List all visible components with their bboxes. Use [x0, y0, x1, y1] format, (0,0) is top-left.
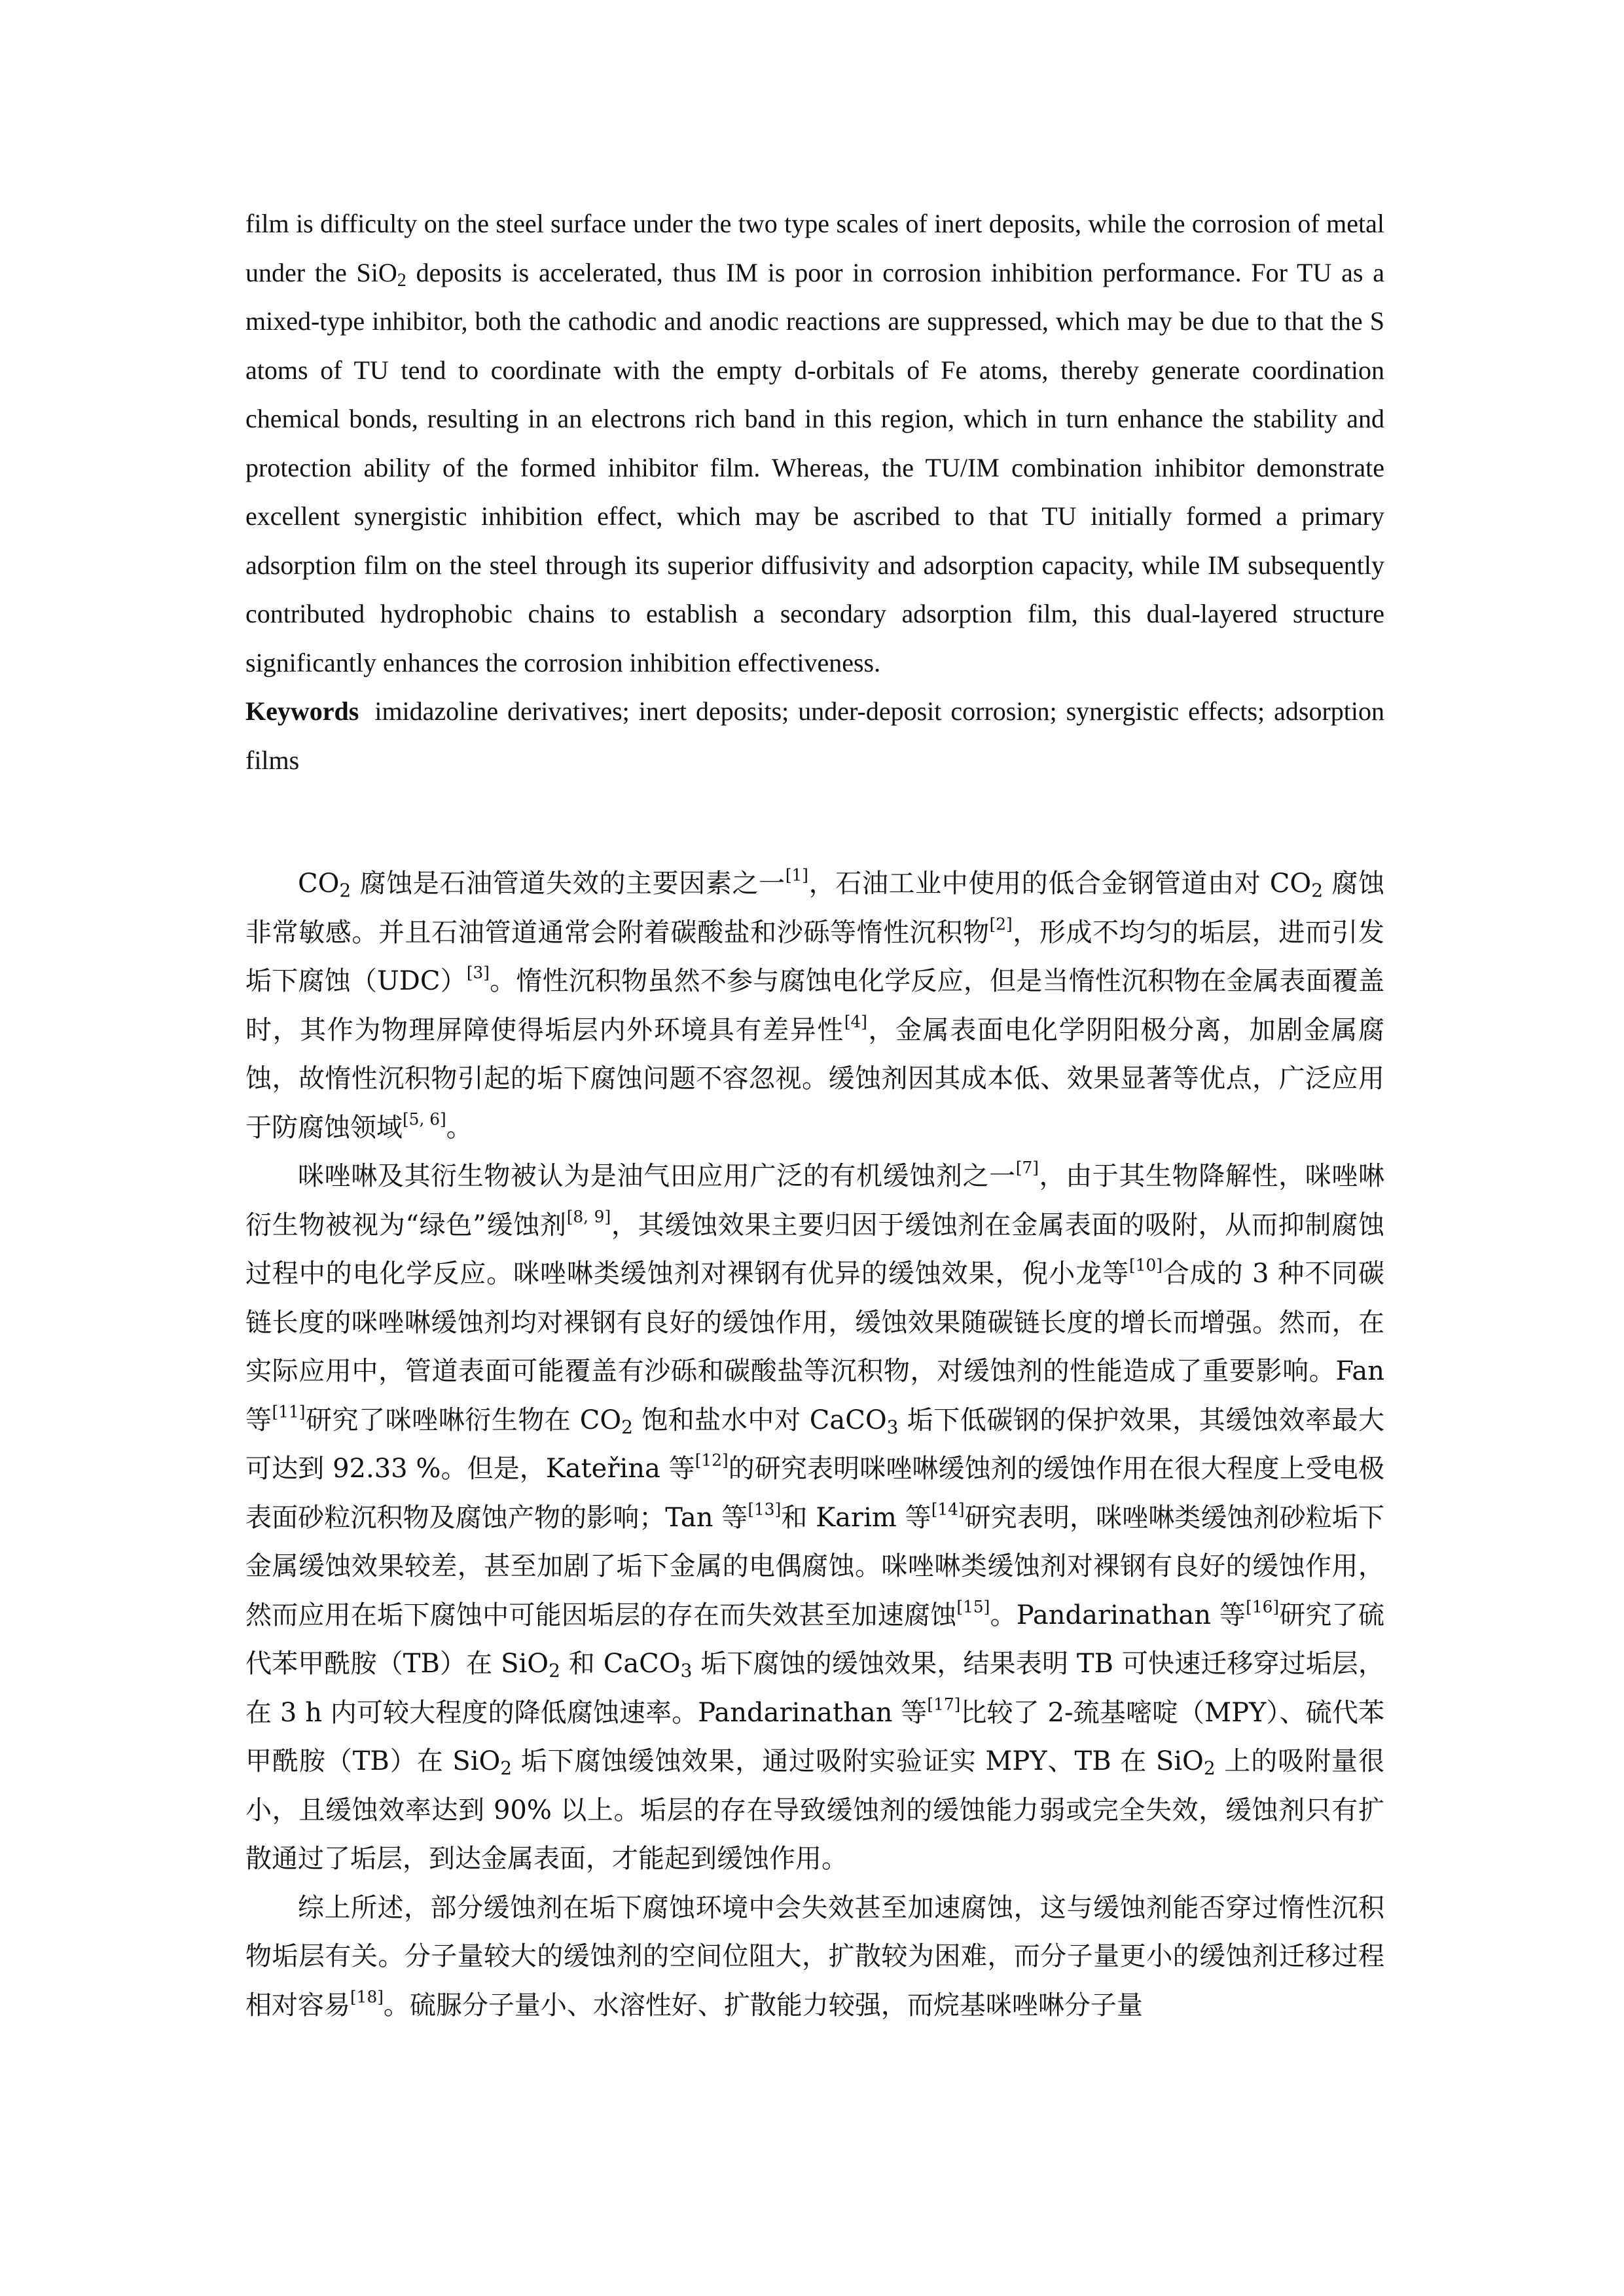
- subscript-2: 2: [1311, 880, 1324, 901]
- paragraph-text: 垢下腐蚀的缓蚀效果，结果表明 TB 可快速迁移穿过垢层，在 3 h 内可较大程度的降低腐蚀速率。Pandarinathan 等: [245, 1649, 1384, 1728]
- sio2-label: SiO: [356, 257, 397, 287]
- abstract-text-2: deposits is accelerated, thus IM is poor in corrosion inhibition performance. For TU as a mixed-type inhibitor, both the cathodic and anodic reactions are suppressed, which may be due to that the S atoms of TU tend to coordinate with the empty d-orbitals of Fe atoms, thereby generate coordination chemical bonds, resulting in an electrons rich band in this region, which in turn enhance the stability and protection ability of the formed inhibitor film. Whereas, the TU/IM combination inhibitor demonstrate excellent synergistic inhibition effect, which may be ascribed to that TU initially formed a primary adsorption film on the steel through its superior diffusivity and adsorption capacity, while IM subsequently contributed hydrophobic chains to establish a secondary adsorption film, this dual-layered structure significantly enhances the corrosion inhibition effectiveness.: [245, 257, 1385, 677]
- citation-ref: [13]: [748, 1499, 782, 1519]
- paragraph-text: 腐蚀是石油管道失效的主要因素之一: [351, 869, 785, 899]
- paragraph-text: 饱和盐水中对 CaCO: [632, 1405, 887, 1435]
- citation-ref: [17]: [927, 1695, 961, 1714]
- paragraph-text: 。硫脲分子量小、水溶性好、扩散能力较强，而烷基咪唑啉分子量: [383, 1990, 1143, 2020]
- paragraph-text: 垢下低碳钢的保护效果，其缓蚀效率最大可达到 92.33 %。但是，Kateřina 等: [245, 1405, 1384, 1484]
- citation-ref: [18]: [350, 1987, 384, 2007]
- paragraph-text: 研究了咪唑啉衍生物在 CO: [305, 1405, 622, 1435]
- subscript-2: 2: [397, 270, 406, 291]
- subscript-2: 2: [621, 1416, 633, 1438]
- paragraph-text: 和 Karim 等: [781, 1502, 931, 1533]
- keywords-line: [245, 687, 1384, 785]
- citation-ref: [10]: [1129, 1255, 1163, 1275]
- paragraph-text: 垢下腐蚀缓蚀效果，通过吸附实验证实 MPY、TB 在 SiO: [512, 1746, 1204, 1776]
- paragraph-text: 比较了 2-巯基嘧啶（MPY）、硫代苯甲酰胺（TB）在 SiO: [245, 1697, 1384, 1776]
- citation-ref: [15]: [956, 1597, 990, 1617]
- citation-ref: [1]: [785, 865, 808, 885]
- subscript-3: 3: [886, 1416, 899, 1438]
- subscript-3: 3: [680, 1660, 693, 1681]
- subscript-2: 2: [339, 880, 352, 901]
- citation-ref: [14]: [931, 1499, 965, 1519]
- paragraph-text: 和 CaCO: [560, 1649, 681, 1679]
- citation-ref: [3]: [466, 963, 490, 982]
- abstract-text-1: film is difficulty on the steel surface under the two type scales of inert deposits, while the corrosion of metal under the: [245, 209, 1384, 287]
- paragraph-text: 。Pandarinathan 等: [990, 1600, 1246, 1630]
- paragraph-text: 的研究表明咪唑啉缓蚀剂的缓蚀作用在很大程度上受电极表面砂粒沉积物及腐蚀产物的影响；Tan 等: [245, 1454, 1384, 1533]
- paragraph-text: 研究了硫代苯甲酰胺（TB）在 SiO: [245, 1600, 1385, 1679]
- subscript-2: 2: [549, 1660, 560, 1681]
- body-paragraph-1: [245, 859, 1384, 1152]
- subscript-2: 2: [500, 1757, 513, 1779]
- paragraph-text: 。惰性沉积物虽然不参与腐蚀电化学反应，但是当惰性沉积物在金属表面覆盖时，其作为物理屏障使得垢层内外环境具有差异性: [245, 966, 1385, 1045]
- paragraph-text: 研究表明，咪唑啉类缓蚀剂砂粒垢下金属缓蚀效果较差，甚至加剧了垢下金属的电偶腐蚀。咪唑啉类缓蚀剂对裸钢有良好的缓蚀作用，然而应用在垢下腐蚀中可能因垢层的存在而失效甚至加速腐蚀: [245, 1502, 1384, 1630]
- citation-ref: [11]: [272, 1402, 306, 1422]
- section-gap: [245, 785, 1384, 859]
- paragraph-text: ，由于其生物降解性，咪唑啉衍生物被视为“绿色”缓蚀剂: [245, 1161, 1385, 1240]
- citation-ref: [7]: [1015, 1158, 1039, 1177]
- citation-ref: [2]: [989, 914, 1013, 934]
- paragraph-text: 。: [446, 1112, 473, 1143]
- paragraph-text: ，金属表面电化学阴阳极分离，加剧金属腐蚀，故惰性沉积物引起的垢下腐蚀问题不容忽视。缓蚀剂因其成本低、效果显著等优点，广泛应用于防腐蚀领域: [245, 1014, 1385, 1143]
- citation-ref: [4]: [844, 1012, 867, 1031]
- citation-ref: [12]: [695, 1450, 729, 1470]
- citation-ref: [16]: [1246, 1597, 1280, 1617]
- paragraph-text: 合成的 3 种不同碳链长度的咪唑啉缓蚀剂均对裸钢有良好的缓蚀作用，缓蚀效果随碳链长度的增长而增强。然而，在实际应用中，管道表面可能覆盖有沙砾和碳酸盐等沉积物，对缓蚀剂的性能造成了重要影响。Fan 等: [245, 1259, 1384, 1435]
- keywords-text: imidazoline derivatives; inert deposits; under-deposit corrosion; synergistic effects; adsorption films: [245, 696, 1384, 775]
- citation-ref: [5, 6]: [403, 1109, 446, 1129]
- page-body: [245, 200, 1384, 2030]
- paragraph-text: 综上所述，部分缓蚀剂在垢下腐蚀环境中会失效甚至加速腐蚀，这与缓蚀剂能否穿过惰性沉积物垢层有关。分子量较大的缓蚀剂的空间位阻大，扩散较为困难，而分子量更小的缓蚀剂迁移过程相对容易: [245, 1892, 1384, 2020]
- body-paragraph-2: [245, 1152, 1384, 1884]
- paragraph-text: ，形成不均匀的垢层，进而引发垢下腐蚀（UDC）: [245, 917, 1385, 996]
- body-paragraph-3: [245, 1884, 1384, 2030]
- co2-label: CO: [298, 869, 340, 899]
- subscript-2: 2: [1203, 1757, 1216, 1779]
- paragraph-text: 腐蚀非常敏感。并且石油管道通常会附着碳酸盐和沙砾等惰性沉积物: [245, 869, 1385, 948]
- keywords-label: Keywords: [245, 696, 359, 726]
- paragraph-text: 上的吸附量很小，且缓蚀效率达到 90% 以上。垢层的存在导致缓蚀剂的缓蚀能力弱或完全失效，缓蚀剂只有扩散通过了垢层，到达金属表面，才能起到缓蚀作用。: [245, 1746, 1384, 1874]
- paragraph-text: ，石油工业中使用的低合金钢管道由对 CO: [808, 869, 1312, 899]
- citation-ref: [8, 9]: [566, 1207, 611, 1227]
- paragraph-text: ，其缓蚀效果主要归因于缓蚀剂在金属表面的吸附，从而抑制腐蚀过程中的电化学反应。咪唑啉类缓蚀剂对裸钢有优异的缓蚀效果，倪小龙等: [245, 1210, 1384, 1289]
- abstract-paragraph: [245, 200, 1384, 687]
- paragraph-text: 咪唑啉及其衍生物被认为是油气田应用广泛的有机缓蚀剂之一: [298, 1161, 1016, 1191]
